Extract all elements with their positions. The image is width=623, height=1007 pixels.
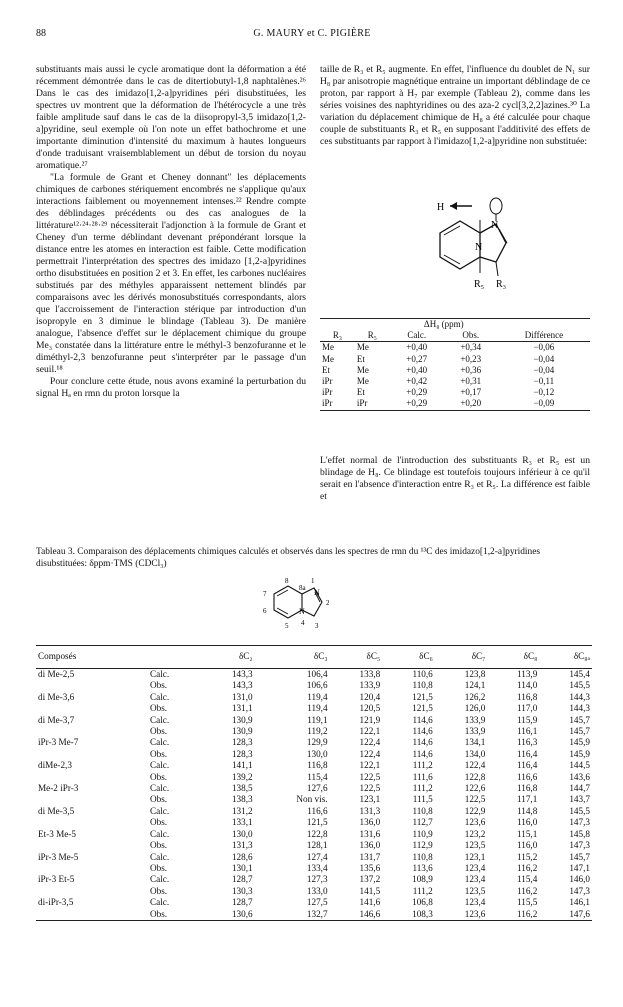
table-row xyxy=(36,680,592,691)
shift-value: 122,5 xyxy=(359,771,381,782)
shift-value: 144,3 xyxy=(569,691,590,702)
shift-value: 145,4 xyxy=(569,669,590,679)
shift-value: 121,5 xyxy=(306,817,328,828)
shift-value: 106,6 xyxy=(306,680,328,691)
shift-value: 145,8 xyxy=(569,828,590,839)
right-paragraph-1: taille de R₃ et R₅ augmente. En effet, l'influence du doublet de N₁ sur H₈ par anisotropie magnétique entraine un important déblindage de ce proton, par rapport à H₇ par exemple (Tableau 2), comme dans les séries voisines des naphtyridines ou des aza-2 cycl[3,2,2]azines.³⁰ La variation du déplacement chimique de H₈ a été calculée pour chaque couple de substituants R₃ et R₅ en supposant l'additivité des effets de ces substituants par rapport à l'imidazo[1,2-a]pyridine non substituée: xyxy=(320,64,590,147)
shift-value: 126,2 xyxy=(464,691,486,702)
shift-value: 115,2 xyxy=(516,851,538,862)
compound-name xyxy=(36,840,148,851)
shift-value: 123,4 xyxy=(464,897,486,908)
shift-value: 136,0 xyxy=(359,817,381,828)
shift-value: 122,5 xyxy=(359,783,381,794)
shift-value: 128,3 xyxy=(231,748,253,759)
calc-obs-label: Obs. xyxy=(150,794,168,805)
calc-obs-label: Calc. xyxy=(150,783,170,794)
shift-value: 130,0 xyxy=(231,828,253,839)
svg-text:2: 2 xyxy=(326,599,330,607)
imidazopyridine-structure-h8 xyxy=(410,188,520,298)
shift-value: 122,8 xyxy=(464,771,486,782)
compound-name: di Me-3,6 xyxy=(38,691,75,702)
shift-value: 111,5 xyxy=(412,794,433,805)
shift-value: 145,7 xyxy=(569,714,590,725)
shift-value: 116,2 xyxy=(516,862,538,873)
shift-value: 116,2 xyxy=(487,909,539,921)
shift-value: 135,6 xyxy=(359,862,381,873)
shift-value: 129,9 xyxy=(306,737,328,748)
shift-value: 122,4 xyxy=(464,760,486,771)
compound-name xyxy=(36,772,148,783)
shift-value: 110,9 xyxy=(412,828,433,839)
table-row xyxy=(36,806,592,817)
shift-value: 145,9 xyxy=(569,737,590,748)
shift-value: 121,5 xyxy=(412,703,433,714)
compound-name: iPr-3 Me-7 xyxy=(38,737,79,748)
shift-value: 123,6 xyxy=(435,909,488,921)
calc-obs-label: Obs. xyxy=(150,817,168,828)
shift-value: 123,4 xyxy=(464,862,486,873)
shift-value: 131,3 xyxy=(231,840,253,851)
shift-value: 146,1 xyxy=(569,897,590,908)
calc-obs-label: Calc. xyxy=(150,828,170,839)
running-title: G. MAURY et C. PIGIÈRE xyxy=(253,28,371,39)
shift-value: 124,1 xyxy=(464,680,486,691)
shift-value: 137,2 xyxy=(359,874,381,885)
table2-group-header: ΔH₈ (ppm) xyxy=(390,319,498,331)
svg-text:1: 1 xyxy=(311,577,315,585)
left-paragraph-1: substituants mais aussi le cycle aromatique dont la déformation a été récemment démontrée dans le cas de ditertiobutyl-1,8 naphtalènes.²⁶ Dans le cas des imidazo[1,2-a]pyridines péri disubstituées, les spectres uv montrent que la déformation de l'hétérocycle a une très faible amplitude sauf dans le cas de la diisopropyl-3,5 imidazo[1,2-a]pyridine, seul exemple où l'on note un effet bathochrome et une importante diminution d'intensité du maximum à hautes longueurs d'onde traduisant vraisemblablement un début de torsion du noyau aromatique.²⁷ xyxy=(36,64,306,171)
compound-name: di-iPr-3,5 xyxy=(38,897,74,908)
shift-value: 115,4 xyxy=(516,874,538,885)
shift-value: 116,4 xyxy=(516,760,538,771)
shift-value: 130,6 xyxy=(202,909,255,921)
shift-value: 131,0 xyxy=(231,691,253,702)
shift-value: 116,2 xyxy=(516,885,538,896)
compound-name: iPr-3 Me-5 xyxy=(38,851,79,862)
shift-value: 144,3 xyxy=(569,703,590,714)
shift-value: 143,7 xyxy=(569,794,590,805)
shift-value: 123,8 xyxy=(464,669,486,679)
compound-name xyxy=(36,909,148,921)
table-row xyxy=(36,897,592,908)
shift-value: 146,6 xyxy=(330,909,383,921)
table-row xyxy=(36,760,592,771)
table-3 xyxy=(36,645,592,921)
shift-value: 114,6 xyxy=(412,737,433,748)
shift-value: 126,0 xyxy=(464,703,486,714)
shift-value: 145,5 xyxy=(569,805,590,816)
table3-body xyxy=(36,669,592,921)
shift-value: 122,4 xyxy=(359,748,381,759)
shift-value: 145,7 xyxy=(569,851,590,862)
shift-value: 116,4 xyxy=(516,748,538,759)
shift-value: 114,6 xyxy=(412,714,433,725)
shift-value: 139,2 xyxy=(231,771,253,782)
shift-value: 116,8 xyxy=(516,783,538,794)
shift-value: 111,2 xyxy=(412,783,433,794)
shift-value: 113,6 xyxy=(412,862,433,873)
shift-value: 127,4 xyxy=(306,851,328,862)
calc-obs-label: Obs. xyxy=(148,909,202,921)
calc-obs-label: Calc. xyxy=(150,874,170,885)
shift-value: 121,5 xyxy=(412,691,433,702)
shift-value: 133,9 xyxy=(464,726,486,737)
shift-value: 115,4 xyxy=(307,771,328,782)
table-row xyxy=(36,852,592,863)
calc-obs-label: Calc. xyxy=(150,897,170,908)
table-row xyxy=(36,840,592,851)
shift-value: 111,2 xyxy=(412,885,433,896)
shift-value: 115,9 xyxy=(516,714,538,725)
svg-text:N: N xyxy=(314,588,320,597)
shift-value: 116,8 xyxy=(307,760,328,771)
shift-value: 110,6 xyxy=(412,669,433,679)
table-row xyxy=(36,772,592,783)
table2-col-obs: Obs. xyxy=(444,330,498,342)
left-paragraph-2: "La formule de Grant et Cheney donnant" les déplacements chimiques de carbones stériquement encombrés ne s'applique qu'aux interactions faiblement ou moyennement intenses.²² Rendre compte des déblindages précédents ou des cas analogues de la littérature¹²·²⁴·²⁸·²⁹ nécessiterait l'adjonction à la formule de Grant et Cheney d'un terme déblindant devenant prépondérant lorsque la distance entre les atomes en interaction est faible. Cette modification permettrait l'interprétation des spectres des imidazo [1,2-a]pyridines ortho disubstituées en position 2 et 3. En effet, les carbones nucléaires substitués par des méthyles apparaissent nettement blindés par comparaisons avec les dérivés monosubstitués correspondants, alors que l'accroissement de l'interaction stérique par introduction d'un isopropyle en 3 diminue le blindage (Tableau 3). De manière analogue, l'absence d'effet sur le déplacement chimique du groupe Me₃ constatée dans la littérature entre le méthyl-3 benzofuranne et le diméthyl-2,3 benzofuranne peut s'interpréter par le passage d'un seuil.¹⁸ xyxy=(36,172,306,375)
shift-value: 116,3 xyxy=(516,737,538,748)
table3-caption: Tableau 3. Comparaison des déplacements chimiques calculés et observés dans les spectres de rmn du ¹³C des imidazo[1,2-a]pyridines disubstituées: δppm·TMS (CDCl₃) xyxy=(36,547,541,569)
table-row xyxy=(36,703,592,714)
shift-value: 117,1 xyxy=(516,794,538,805)
shift-value: 131,6 xyxy=(359,828,381,839)
shift-value: 133,0 xyxy=(306,885,328,896)
shift-value: 127,3 xyxy=(306,874,328,885)
shift-value: 108,3 xyxy=(382,909,435,921)
shift-value: 133,9 xyxy=(359,680,381,691)
shift-value: 106,4 xyxy=(306,669,328,679)
shift-value: 128,6 xyxy=(231,851,253,862)
shift-value: 141,1 xyxy=(231,760,253,771)
compound-name: diMe-2,3 xyxy=(38,760,72,771)
compound-name xyxy=(36,726,148,737)
svg-text:6: 6 xyxy=(263,607,267,615)
shift-value: 138,5 xyxy=(231,783,253,794)
calc-obs-label: Obs. xyxy=(150,840,168,851)
shift-value: 115,5 xyxy=(516,897,538,908)
shift-value: 131,2 xyxy=(231,805,253,816)
shift-value: 147,3 xyxy=(569,817,590,828)
shift-value: 123,5 xyxy=(464,885,486,896)
shift-value: 143,3 xyxy=(231,680,253,691)
compound-name xyxy=(36,703,148,714)
shift-value: 134,1 xyxy=(464,737,486,748)
shift-value: 122,1 xyxy=(359,726,381,737)
shift-value: 113,9 xyxy=(516,669,538,679)
shift-value: 116,6 xyxy=(516,771,538,782)
shift-value: 123,1 xyxy=(464,851,486,862)
shift-value: 131,3 xyxy=(359,805,381,816)
svg-text:N: N xyxy=(299,607,305,616)
shift-value: 145,9 xyxy=(569,748,590,759)
shift-value: 141,6 xyxy=(359,897,381,908)
shift-value: 145,5 xyxy=(569,680,590,691)
shift-value: 128,1 xyxy=(306,840,328,851)
table3-col-c8a: δC₈ₐ xyxy=(539,646,592,669)
calc-obs-label: Calc. xyxy=(150,805,170,816)
shift-value: 123,1 xyxy=(359,794,381,805)
shift-value: 111,2 xyxy=(412,760,433,771)
shift-value: 112,7 xyxy=(412,817,433,828)
left-column xyxy=(36,64,306,400)
shift-value: 122,5 xyxy=(464,794,486,805)
compound-name: di Me-3,5 xyxy=(38,805,75,816)
struct1-label-n1: N xyxy=(491,220,499,231)
calc-obs-label: Calc. xyxy=(150,737,170,748)
right-paragraph-2: L'effet normal de l'introduction des substituants R₃ et R₅ est un blindage de H₈. Ce blindage est toutefois toujours inférieur à ce qu'il serait en l'absence d'interaction entre R₃ et R₅. La différence est faible et xyxy=(320,455,590,502)
compound-name: Et-3 Me-5 xyxy=(38,828,77,839)
shift-value: 122,4 xyxy=(359,737,381,748)
shift-value: 119,1 xyxy=(307,714,328,725)
table-row: Me Me +0,40 +0,34 −0,06 xyxy=(322,342,555,353)
shift-value: 116,1 xyxy=(516,726,538,737)
shift-value: 120,5 xyxy=(359,703,381,714)
table3-col-c6: δC₆ xyxy=(382,646,435,669)
shift-value: 110,8 xyxy=(412,680,433,691)
table3-col-c5: δC₅ xyxy=(330,646,383,669)
table-row: iPr iPr +0,29 +0,20 −0,09 xyxy=(320,398,590,410)
shift-value: 130,9 xyxy=(231,714,253,725)
table-row xyxy=(36,886,592,897)
shift-value: 122,1 xyxy=(359,760,381,771)
table3-col-c7: δC₇ xyxy=(435,646,488,669)
table-row xyxy=(36,726,592,737)
shift-value: 123,2 xyxy=(464,828,486,839)
table-row: iPr Et +0,29 +0,17 −0,12 xyxy=(322,387,555,398)
shift-value: 114,0 xyxy=(516,680,538,691)
shift-value: 128,3 xyxy=(231,737,253,748)
calc-obs-label: Obs. xyxy=(150,862,168,873)
struct1-label-r5: R₅ xyxy=(474,279,485,290)
shift-value: 144,5 xyxy=(569,760,590,771)
shift-value: 119,4 xyxy=(307,691,328,702)
struct1-label-h: H xyxy=(437,202,445,213)
compound-name xyxy=(36,886,148,897)
shift-value: 143,3 xyxy=(231,669,253,679)
calc-obs-label: Calc. xyxy=(150,669,170,679)
shift-value: 147,3 xyxy=(569,885,590,896)
shift-value: 116,8 xyxy=(516,691,538,702)
shift-value: 122,9 xyxy=(464,805,486,816)
calc-obs-label: Calc. xyxy=(150,714,170,725)
left-paragraph-3: Pour conclure cette étude, nous avons examiné la perturbation du signal Hₐ en rmn du proton lorsque la xyxy=(36,376,306,399)
shift-value: Non vis. xyxy=(296,794,328,805)
table2-col-r3: R₃ xyxy=(320,330,355,342)
struct1-label-r3: R₃ xyxy=(496,279,507,290)
shift-value: 116,0 xyxy=(516,817,538,828)
compound-name: Me-2 iPr-3 xyxy=(38,783,79,794)
shift-value: 110,8 xyxy=(412,805,433,816)
imidazopyridine-numbering-structure xyxy=(244,576,364,636)
table-row: iPr Me +0,42 +0,31 −0,11 xyxy=(322,376,555,387)
shift-value: 122,6 xyxy=(464,783,486,794)
shift-value: 130,3 xyxy=(231,885,253,896)
table-row xyxy=(36,794,592,805)
calc-obs-label: Obs. xyxy=(150,703,168,714)
shift-value: 146,0 xyxy=(569,874,590,885)
shift-value: 147,1 xyxy=(569,862,590,873)
table3-col-c3: δC₃ xyxy=(255,646,330,669)
shift-value: 128,7 xyxy=(231,897,253,908)
table-row xyxy=(36,783,592,794)
compound-name xyxy=(36,680,148,691)
shift-value: 119,4 xyxy=(307,703,328,714)
shift-value: 123,4 xyxy=(464,874,486,885)
shift-value: 119,2 xyxy=(307,726,328,737)
shift-value: 117,0 xyxy=(516,703,538,714)
page-number: 88 xyxy=(36,28,46,39)
shift-value: 114,8 xyxy=(516,805,538,816)
shift-value: 127,6 xyxy=(306,783,328,794)
calc-obs-label: Calc. xyxy=(150,851,170,862)
table-row xyxy=(36,817,592,828)
calc-obs-label: Obs. xyxy=(150,680,168,691)
shift-value: 127,5 xyxy=(306,897,328,908)
shift-value: 115,1 xyxy=(516,828,538,839)
shift-value: 133,1 xyxy=(231,817,253,828)
table-row xyxy=(36,737,592,748)
svg-text:3: 3 xyxy=(315,622,319,630)
shift-value: 114,6 xyxy=(412,726,433,737)
table-row xyxy=(36,863,592,874)
shift-value: 110,8 xyxy=(412,851,433,862)
shift-value: 131,7 xyxy=(359,851,381,862)
calc-obs-label: Obs. xyxy=(150,726,168,737)
shift-value: 108,9 xyxy=(412,874,433,885)
calc-obs-label: Calc. xyxy=(150,691,170,702)
table-row xyxy=(36,669,592,681)
shift-value: 120,4 xyxy=(359,691,381,702)
svg-text:8a: 8a xyxy=(299,584,306,592)
shift-value: 130,1 xyxy=(231,862,253,873)
shift-value: 147,3 xyxy=(569,840,590,851)
shift-value: 143,6 xyxy=(569,771,590,782)
shift-value: 130,9 xyxy=(231,726,253,737)
shift-value: 134,0 xyxy=(464,748,486,759)
calc-obs-label: Obs. xyxy=(150,748,168,759)
shift-value: 141,5 xyxy=(359,885,381,896)
shift-value: 133,4 xyxy=(306,862,328,873)
compound-name: di Me-2,5 xyxy=(38,669,75,679)
shift-value: 121,9 xyxy=(359,714,381,725)
compound-name: iPr-3 Et-5 xyxy=(38,874,75,885)
shift-value: 133,8 xyxy=(359,669,381,679)
compound-name xyxy=(36,863,148,874)
shift-value: 144,7 xyxy=(569,783,590,794)
table-row xyxy=(36,829,592,840)
page-header xyxy=(36,28,588,44)
table-row xyxy=(36,749,592,760)
compound-name xyxy=(36,749,148,760)
table3-col-compose: Composés xyxy=(36,646,148,669)
shift-value: 131,1 xyxy=(231,703,253,714)
struct1-label-n4: N xyxy=(475,242,483,253)
table-row: Me Et +0,27 +0,23 −0,04 xyxy=(322,353,555,364)
table-row: Et Me +0,40 +0,36 −0,04 xyxy=(322,364,555,375)
shift-value: 133,9 xyxy=(464,714,486,725)
shift-value: 123,5 xyxy=(464,840,486,851)
calc-obs-label: Obs. xyxy=(150,771,168,782)
shift-value: 128,7 xyxy=(231,874,253,885)
shift-value: 122,8 xyxy=(306,828,328,839)
svg-text:5: 5 xyxy=(285,622,289,630)
calc-obs-label: Obs. xyxy=(150,885,168,896)
compound-name xyxy=(36,794,148,805)
shift-value: 130,0 xyxy=(306,748,328,759)
table2-col-diff: Différence xyxy=(498,330,590,342)
svg-text:7: 7 xyxy=(263,590,267,598)
compound-name xyxy=(36,817,148,828)
shift-value: 111,6 xyxy=(412,771,433,782)
shift-value: 112,9 xyxy=(412,840,433,851)
shift-value: 132,7 xyxy=(255,909,330,921)
shift-value: 147,6 xyxy=(539,909,592,921)
shift-value: 136,0 xyxy=(359,840,381,851)
compound-name: di Me-3,7 xyxy=(38,714,75,725)
svg-text:8: 8 xyxy=(285,577,289,585)
table2-col-calc: Calc. xyxy=(390,330,444,342)
calc-obs-label: Calc. xyxy=(150,760,170,771)
table3-col-c2: δC₂ xyxy=(202,646,255,669)
shift-value: 106,8 xyxy=(412,897,433,908)
shift-value: 116,0 xyxy=(516,840,538,851)
shift-value: 123,6 xyxy=(464,817,486,828)
table-row xyxy=(36,874,592,885)
table-row xyxy=(36,692,592,703)
shift-value: 138,3 xyxy=(231,794,253,805)
shift-value: 145,7 xyxy=(569,726,590,737)
table-2 xyxy=(320,318,590,411)
right-column-top xyxy=(320,64,590,148)
shift-value: 114,6 xyxy=(412,748,433,759)
shift-value: 116,6 xyxy=(307,805,328,816)
table2-col-r5: R₅ xyxy=(355,330,390,342)
right-column-bottom xyxy=(320,455,590,503)
svg-text:4: 4 xyxy=(301,619,305,627)
table-row xyxy=(36,909,592,921)
table3-col-c8: δC₈ xyxy=(487,646,539,669)
table-row xyxy=(36,715,592,726)
